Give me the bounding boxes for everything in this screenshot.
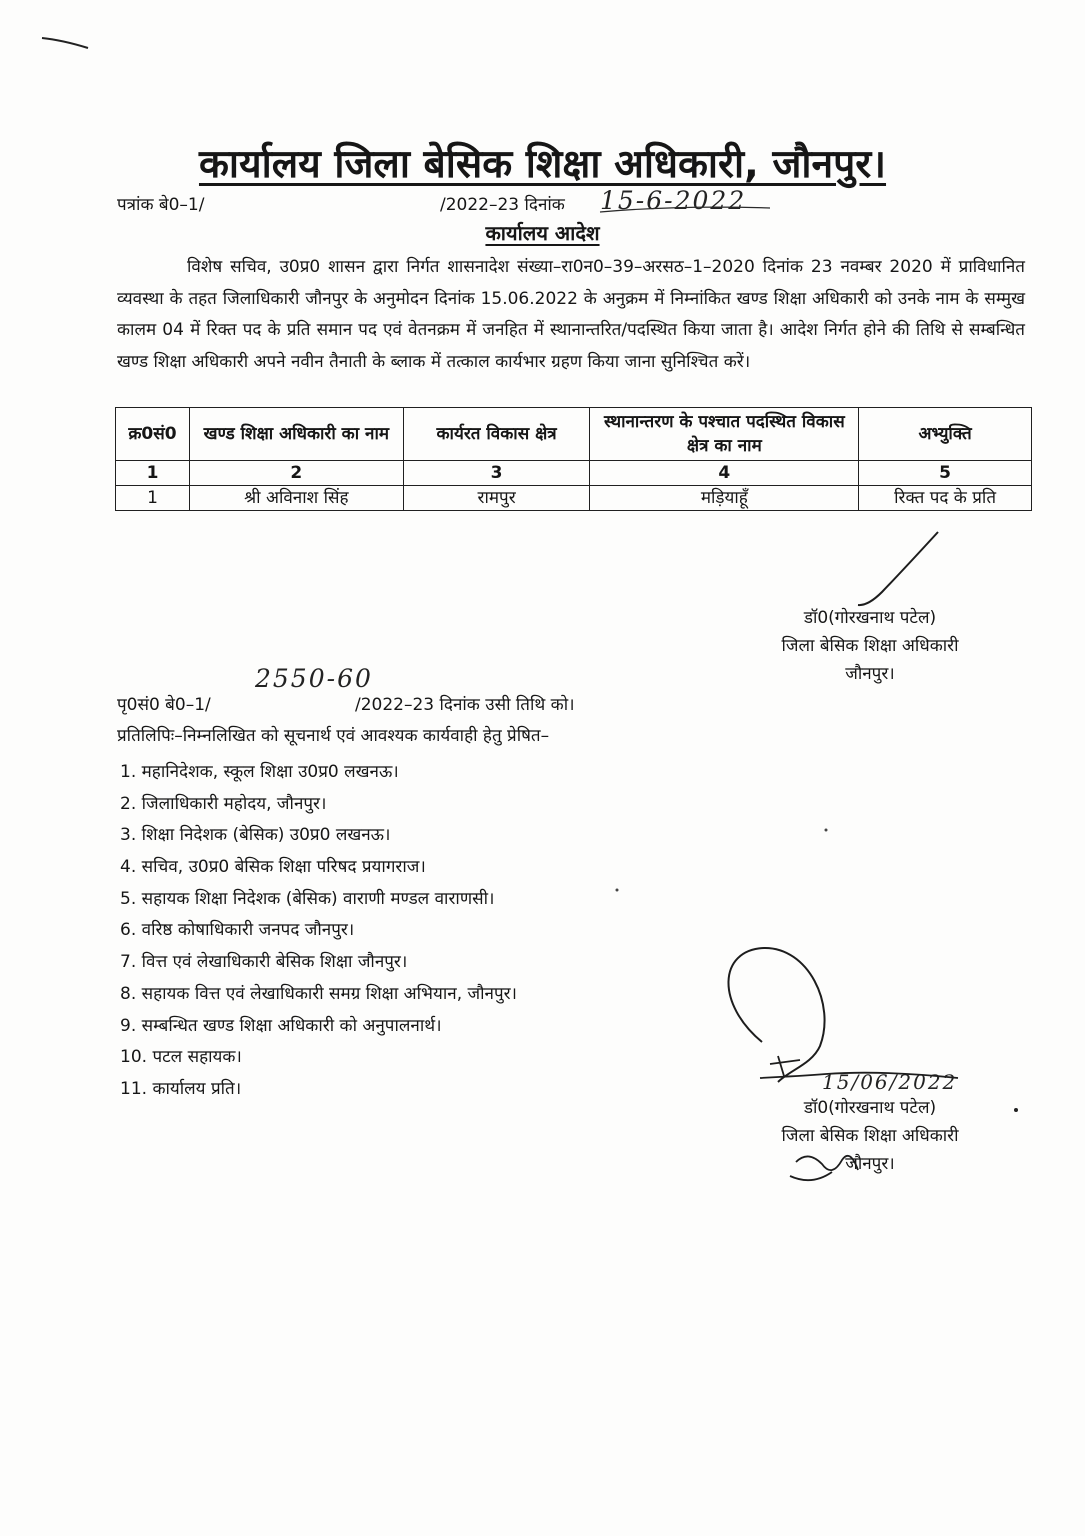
remarks-cell: रिक्त पद के प्रति bbox=[859, 486, 1032, 511]
table-numbering-row bbox=[116, 461, 1032, 486]
signatory-designation: जिला बेसिक शिक्षा अधिकारी bbox=[781, 1126, 959, 1146]
current-block-cell: रामपुर bbox=[403, 486, 590, 511]
signatory-name: डॉ0(गोरखनाथ पटेल) bbox=[803, 1098, 937, 1118]
column-number: 4 bbox=[590, 461, 859, 486]
column-number: 1 bbox=[116, 461, 190, 486]
signature-loop bbox=[728, 948, 824, 1082]
table-row bbox=[116, 486, 1032, 511]
ink-dot bbox=[616, 889, 619, 892]
column-number: 3 bbox=[403, 461, 590, 486]
memo-reference-date: /2022–23 दिनांक उसी तिथि को। bbox=[355, 695, 575, 715]
list-item: 7. वित्त एवं लेखाधिकारी बेसिक शिक्षा जौनपुर। bbox=[120, 952, 408, 973]
list-item: 5. सहायक शिक्षा निदेशक (बेसिक) वाराणी मण्डल वाराणसी। bbox=[120, 888, 495, 909]
header-new-block: स्थानान्तरण के पश्चात पदस्थित विकास क्षेत्र का नाम bbox=[590, 408, 859, 461]
header-current-block: कार्यरत विकास क्षेत्र bbox=[403, 408, 590, 461]
column-number: 5 bbox=[859, 461, 1032, 486]
copy-forwarded-line: प्रतिलिपिः–निम्नलिखित को सूचनार्थ एवं आवश्यक कार्यवाही हेतु प्रेषित– bbox=[117, 726, 550, 746]
list-item: 8. सहायक वित्त एवं लेखाधिकारी समग्र शिक्षा अभियान, जौनपुर। bbox=[120, 983, 517, 1004]
header-officer-name: खण्ड शिक्षा अधिकारी का नाम bbox=[189, 408, 403, 461]
table-header-row bbox=[116, 408, 1032, 461]
signatory-place: जौनपुर। bbox=[845, 664, 895, 684]
signatory-name: डॉ0(गोरखनाथ पटेल) bbox=[803, 608, 937, 628]
ink-dot bbox=[1014, 1108, 1018, 1112]
list-item: 11. कार्यालय प्रति। bbox=[120, 1078, 242, 1099]
corner-pen-stroke bbox=[42, 38, 88, 48]
signatory-designation: जिला बेसिक शिक्षा अधिकारी bbox=[781, 636, 959, 656]
list-item: 6. वरिष्ठ कोषाधिकारी जनपद जौनपुर। bbox=[120, 920, 355, 941]
signature-block-2 bbox=[740, 1094, 1000, 1178]
signature-1-stroke bbox=[858, 532, 938, 605]
header-serial: क्र0सं0 bbox=[116, 408, 190, 461]
letter-reference-number: पत्रांक बे0–1/ bbox=[117, 195, 205, 215]
letter-reference-year-date: /2022–23 दिनांक bbox=[440, 195, 565, 215]
order-heading: कार्यालय आदेश bbox=[485, 221, 600, 245]
list-item: 3. शिक्षा निदेशक (बेसिक) उ0प्र0 लखनऊ। bbox=[120, 825, 391, 846]
transfer-table bbox=[115, 407, 1032, 511]
signature-block-1 bbox=[740, 604, 1000, 688]
copy-recipient-list bbox=[120, 757, 517, 1106]
signatory-place: जौनपुर। bbox=[845, 1154, 895, 1174]
list-item: 9. सम्बन्धित खण्ड शिक्षा अधिकारी को अनुपालनार्थ। bbox=[120, 1015, 442, 1036]
memo-reference: पृ0सं0 बे0–1/ bbox=[117, 695, 211, 715]
new-block-cell: मड़ियाहूँ bbox=[590, 486, 859, 511]
ink-dot bbox=[825, 829, 828, 832]
serial-cell: 1 bbox=[116, 486, 190, 511]
list-item: 10. पटल सहायक। bbox=[120, 1047, 242, 1068]
column-number: 2 bbox=[189, 461, 403, 486]
office-title: कार्यालय जिला बेसिक शिक्षा अधिकारी, जौनपुर। bbox=[198, 142, 887, 187]
handwritten-memo-number: 2550-60 bbox=[255, 664, 373, 693]
header-remarks: अभ्युक्ति bbox=[859, 408, 1032, 461]
list-item: 1. महानिदेशक, स्कूल शिक्षा उ0प्र0 लखनऊ। bbox=[120, 762, 399, 782]
handwritten-signature-date: 15/06/2022 bbox=[822, 1070, 958, 1094]
order-paragraph: विशेष सचिव, उ0प्र0 शासन द्वारा निर्गत शासनादेश संख्या–रा0न0–39–अरसठ–1–2020 दिनांक 23 नवम्बर 2020 में प्राविधानित व्यवस्था के तहत जिलाधिकारी जौनपुर के अनुमोदन दिनांक 15.06.2022 के अनुक्रम में निम्नांकित खण्ड शिक्षा अधिकारी को उनके नाम के सम्मुख कालम 04 में रिक्त पद के प्रति समान पद एवं वेतनक्रम में जनहित में स्थानान्तरित/पदस्थित किया जाता है। आदेश निर्गत होने की तिथि से सम्बन्धित खण्ड शिक्षा अधिकारी अपने नवीन तैनाती के ब्लाक में तत्काल कार्यभार ग्रहण किया जाना सुनिश्चित करें। bbox=[117, 257, 1025, 372]
handwritten-date: 15-6-2022 bbox=[600, 186, 747, 215]
officer-name-cell: श्री अविनाश सिंह bbox=[189, 486, 403, 511]
list-item: 4. सचिव, उ0प्र0 बेसिक शिक्षा परिषद प्रयागराज। bbox=[120, 857, 426, 878]
list-item: 2. जिलाधिकारी महोदय, जौनपुर। bbox=[120, 793, 327, 814]
